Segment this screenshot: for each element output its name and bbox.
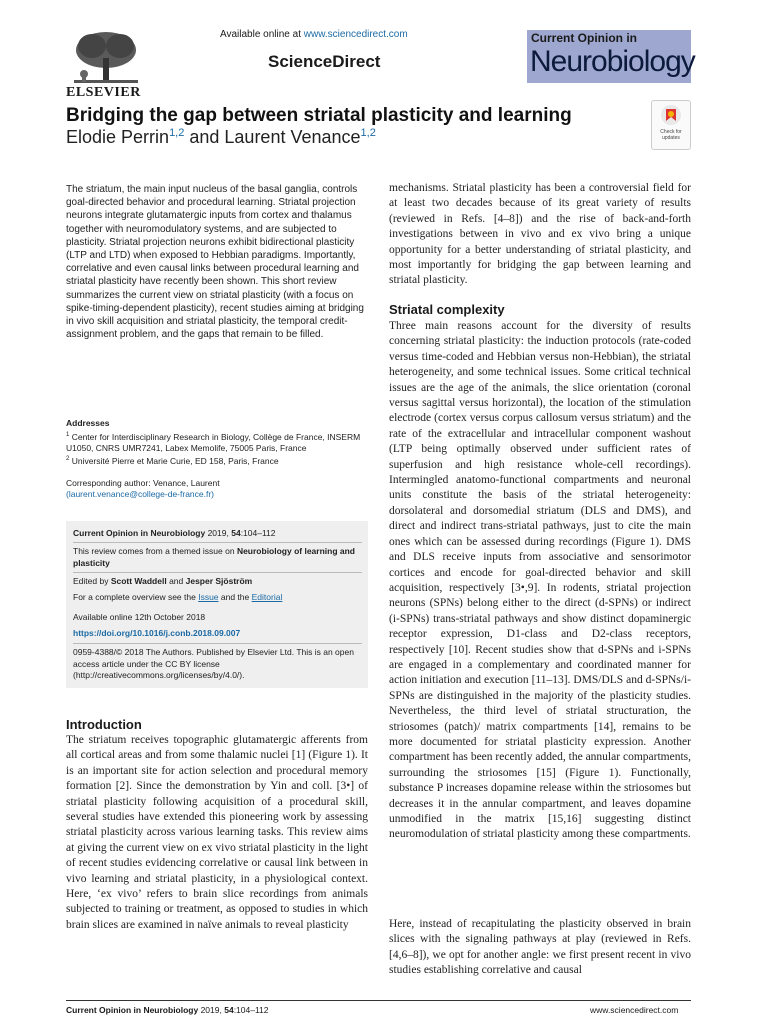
address-1 [66,430,368,455]
striatal-complexity-heading: Striatal complexity [389,302,505,317]
info-themed-issue [73,546,363,569]
footer-year: 2019, [198,1005,225,1015]
address-1-marker: 1 [66,431,70,438]
publisher-name: ELSEVIER [66,85,141,100]
introduction-heading: Introduction [66,717,142,732]
info-citation [73,528,363,540]
info-overview [73,592,363,604]
author-affiliation-ref[interactable]: 1,2 [360,127,376,139]
approach-paragraph: Here, instead of recapitulating the plasticity observed in brain slices with the signaling pathways at play (reviewed in Refs. [4,6–8]), we opt for another angle: we first present recent in vivo studies establishing correlative and causal [389,918,691,977]
article-title: Bridging the gap between striatal plasticity and learning [66,105,572,126]
corresponding-email-link[interactable]: (laurent.venance@college-de-france.fr) [66,489,215,500]
address-1-text: Center for Interdisciplinary Research in Biology, Collège de France, INSERM U1050, CNRS UMR7241, Labex Memolife, 75005 Paris, France [66,431,361,453]
info-license: 0959-4388/© 2018 The Authors. Published by Elsevier Ltd. This is an open access article under the CC BY license (http://creativecommons.org/licenses/by/4.0/). [73,647,354,680]
introduction-body: The striatum receives topographic glutamatergic afferents from all cortical areas and from some thalamic nuclei [1] (Figure 1). It is an important site for action selection and procedural memory formation [2]. Since the demonstration by Yin and coll. [3•] of striatal plasticity following acquisition of a procedural skill, several studies have extended this pioneering work by assessing striatal plasticity across various learning tasks. This review aims at giving the current view on ex vivo striatal plasticity in the light of recent studies evidencing correlative or causal link between in vivo learning and striatal plasticity, in a physiological context. Here, ‘ex vivo’ refers to brain slice recordings from animals subjected to training or treatment, as opposed to studies in which brain slices are examined in naïve animals to reveal plasticity [66,734,368,931]
info-pages: :104–112 [240,528,276,538]
sciencedirect-wordmark: ScienceDirect [268,52,381,71]
info-editors [73,576,363,588]
check-for-updates-button[interactable] [651,100,691,150]
address-2 [66,454,368,467]
info-editor-1: Scott Waddell [110,576,167,586]
author-separator: and [184,127,225,147]
journal-badge-subtitle: Current Opinion in [531,31,637,45]
footer-journal: Current Opinion in Neurobiology [66,1005,199,1015]
issue-link[interactable]: Issue [198,592,219,602]
continued-paragraph: mechanisms. Striatal plasticity has been a controversial field for at least two decades because of its great variety of results (reviewed in Refs. [4–8]) and the rise of back-and-forth investigations between in vivo and ex vivo bring a unique opportunity for a better understanding of striatal plasticity, and most importantly for bridging the gap between learning and striatal plasticity. [389,182,691,287]
info-overview-and: and the [218,592,252,602]
info-divider [73,542,362,543]
info-overview-prefix: For a complete overview see the [73,592,199,602]
address-2-text: Université Pierre et Marie Curie, ED 158, Paris, France [69,456,279,467]
corresponding-author: Corresponding author: Venance, Laurent [66,477,220,488]
address-2-marker: 2 [66,456,70,463]
doi-link[interactable]: https://doi.org/10.1016/j.conb.2018.09.007 [73,628,241,638]
available-online-line [220,29,408,40]
editorial-link[interactable]: Editorial [251,592,283,602]
abstract: The striatum, the main input nucleus of the basal ganglia, controls goal-directed behavior and procedural learning. Striatal projection neurons integrate glutamatergic inputs from cortex and thalamus together with neuromodulatory systems, and are subjected to plasticity. Striatal projection neurons exhibit bidirectional plasticity (LTP and LTD) when exposed to Hebbian paradigms. Importantly, correlative and even causal links between procedural learning and striatal plasticity have recently been shown. This short review summarizes the current view on striatal plasticity (with a focus on spike-timing-dependent plasticity), recent studies aiming at bridging in vivo skill acquisition and striatal plasticity, the temporal credit-assignment problem, and the gaps that remain to be filled. [66,184,364,341]
footer-pages: :104–112 [233,1005,269,1015]
footer-volume: 54 [224,1005,234,1015]
article-info-box [66,521,368,688]
author-name: Laurent Venance [224,127,361,147]
info-volume: 54 [231,528,241,538]
info-editor-and: and [166,576,186,586]
journal-badge-title: Neurobiology [530,45,695,78]
footer-citation [66,1005,269,1015]
addresses-block [66,418,368,501]
author-line [66,127,376,148]
sciencedirect-link[interactable]: www.sciencedirect.com [303,29,408,40]
info-year: 2019, [205,528,232,538]
journal-badge [527,30,695,83]
info-journal: Current Opinion in Neurobiology [73,528,206,538]
striatal-complexity-body: Three main reasons account for the diversity of results concerning striatal plasticity: the induction protocols (rate-coded versus time-coded and Hebbian versus non-Hebbian), the striatal heterogeneity, and some technical issues. Some critical technical issues are the age of the animals, the slice orientation (coronal versus sagittal versus horizontal), the location of the stimulation electrode (cortex versus corpus callosum versus striatum) and the rate of the extracellular and intracellular component washout (LTP being optimally observed under sufficient rates of superfusion and high resistance whole-cell recordings). Intermingled anatomo-functional compartments and neuronal units constitute the basis of the striatal heterogeneity: dorsolateral and dorsomedial striatum (DLS and DMS), and direct and indirect trans-striatal pathways, just to cite the main ones which can be assessed during recordings (Figure 1). DMS and DLS receive inputs from associative and sensorimotor cortices and encode for goal-directed behavior and skill acquisition, respectively [3•,9]. In rodents, striatal projection neurons (SPNs) belong either to the direct (d-SPNs) or indirect (i-SPNs) trans-striatal pathways and show distinct dopaminergic receptor expression, D1-class and D2-class receptors, respectively [10]. Recent studies show that d-SPNs and i-SPNs are engaged in a complementary and coordinated manner for action initiation and execution [11–13]. DMS/DLS and d-SPNs/i-SPNs are distinguished in the majority of the plasticity studies. Nevertheless, the third level of striatal structuration, the striosomes (patch)/ matrix compartments [14], remains to be more documented for striatal plasticity expression. Another compartment has been recently added, the annular compartments, surrounding the striosomes [15] (Figure 1). Functionally, substance P increases dopamine release within the striosomes but decreases it in the annular compartment, and leaves dopamine unmodified in the matrix [15,16] suggesting distinct neuromodulation of striatal plasticity among these compartments. [389,320,691,841]
author-name: Elodie Perrin [66,127,170,147]
info-editor-2: Jesper Sjöström [185,576,253,586]
info-available-date: Available online 12th October 2018 [73,612,206,622]
info-divider [73,572,362,573]
available-prefix: Available online at [220,29,304,40]
info-edited-prefix: Edited by [73,576,111,586]
footer-url[interactable]: www.sciencedirect.com [590,1005,679,1015]
author-affiliation-ref[interactable]: 1,2 [169,127,185,139]
addresses-heading: Addresses [66,418,110,428]
check-for-updates-icon [661,105,681,125]
info-divider [73,643,362,644]
info-issue-prefix: This review comes from a themed issue on [73,546,237,556]
footer-divider [66,1000,691,1001]
info-issue-name: Neurobiology of learning and plasticity [73,546,355,568]
check-for-updates-label: Check for updates [660,129,682,141]
